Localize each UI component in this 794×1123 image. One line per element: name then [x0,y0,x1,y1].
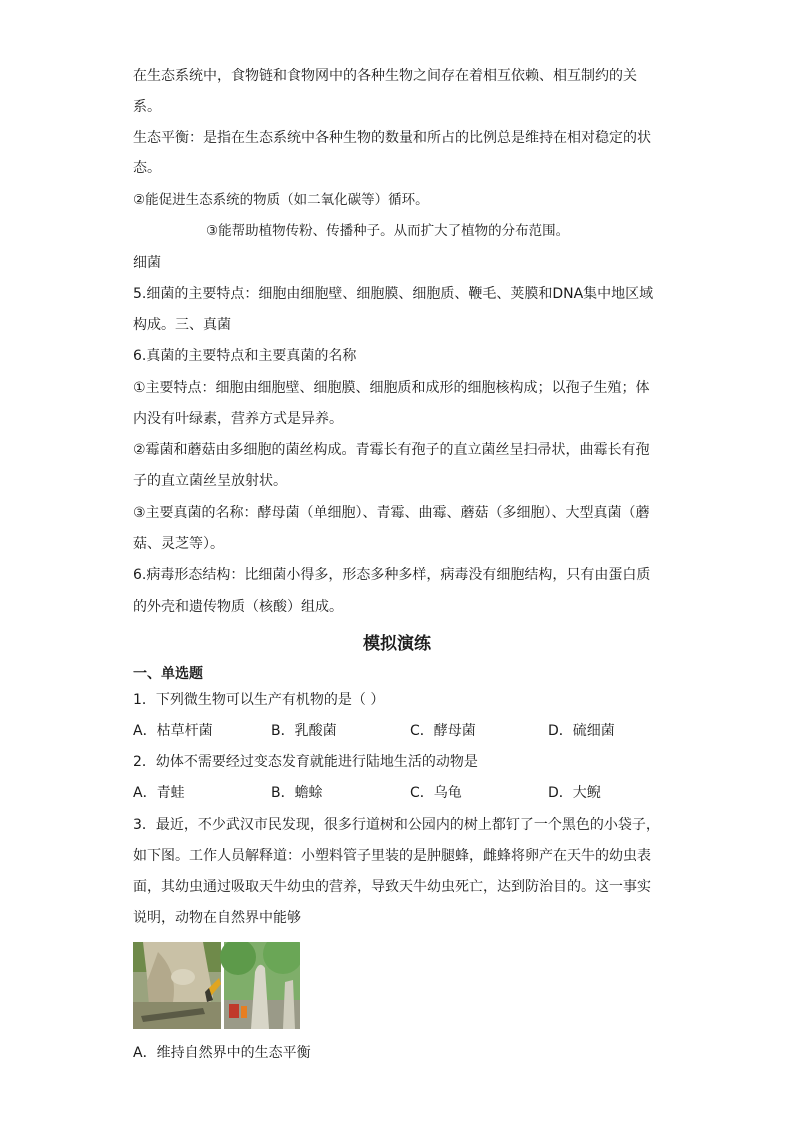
option-b[interactable]: B．乳酸菌 [271,723,337,739]
question-stem: 面，其幼虫通过吸取天牛幼虫的营养，导致天牛幼虫死亡，达到防治目的。这一事实 [133,879,651,895]
paragraph-line: 系。 [133,99,161,115]
paragraph-line: 6.病毒形态结构：比细菌小得多，形态多种多样，病毒没有细胞结构，只有由蛋白质 [133,567,651,583]
paragraph-line: 在生态系统中，食物链和食物网中的各种生物之间存在着相互依赖、相互制约的关 [133,68,637,84]
option-d[interactable]: D．大鲵 [548,785,601,801]
question-photo [133,942,300,1029]
paragraph-line: 态。 [133,160,161,176]
question-stem: 说明，动物在自然界中能够 [133,910,301,926]
paragraph-line: 5.细菌的主要特点：细胞由细胞壁、细胞膜、细胞质、鞭毛、荚膜和DNA集中地区域 [133,286,654,302]
question-stem: 1．下列微生物可以生产有机物的是（ ） [133,692,385,708]
paragraph-line: 内没有叶绿素，营养方式是异养。 [133,411,343,427]
question-stem: 3．最近，不少武汉市民发现，很多行道树和公园内的树上都钉了一个黑色的小袋子， [133,817,660,833]
paragraph-line: 的外壳和遗传物质（核酸）组成。 [133,599,343,615]
option-d[interactable]: D．硫细菌 [548,723,615,739]
paragraph-line: 构成。三、真菌 [133,317,231,333]
paragraph-line: ②霉菌和蘑菇由多细胞的菌丝构成。青霉长有孢子的直立菌丝呈扫帚状，曲霉长有孢 [133,442,650,458]
paragraph-line: 6.真菌的主要特点和主要真菌的名称 [133,348,357,364]
option-a[interactable]: A．青蛙 [133,785,185,801]
section-title: 模拟演练 [363,634,431,654]
question-stem: 2．幼体不需要经过变态发育就能进行陆地生活的动物是 [133,754,478,770]
paragraph-line: ③主要真菌的名称：酵母菌（单细胞）、青霉、曲霉、蘑菇（多细胞）、大型真菌（蘑 [133,505,650,521]
paragraph-line: 菇、灵芝等）。 [133,536,224,552]
paragraph-line: 子的直立菌丝呈放射状。 [133,473,287,489]
tree-photo-illustration [133,942,300,1029]
question-stem: 如下图。工作人员解释道：小塑料管子里装的是肿腿蜂，雌蜂将卵产在天牛的幼虫表 [133,848,651,864]
paragraph-line: ②能促进生态系统的物质（如二氧化碳等）循环。 [133,192,429,208]
paragraph-line: ③能帮助植物传粉、传播种子。从而扩大了植物的分布范围。 [206,223,570,239]
option-c[interactable]: C．酵母菌 [410,723,476,739]
option-a[interactable]: A．维持自然界中的生态平衡 [133,1045,311,1061]
paragraph-line: ①主要特点：细胞由细胞壁、细胞膜、细胞质和成形的细胞核构成；以孢子生殖；体 [133,380,650,396]
section-heading: 一、单选题 [133,666,203,682]
option-a[interactable]: A．枯草杆菌 [133,723,213,739]
paragraph-line: 细菌 [133,255,161,271]
paragraph-line: 生态平衡：是指在生态系统中各种生物的数量和所占的比例总是维持在相对稳定的状 [133,130,651,146]
option-c[interactable]: C．乌龟 [410,785,462,801]
option-b[interactable]: B．蟾蜍 [271,785,323,801]
